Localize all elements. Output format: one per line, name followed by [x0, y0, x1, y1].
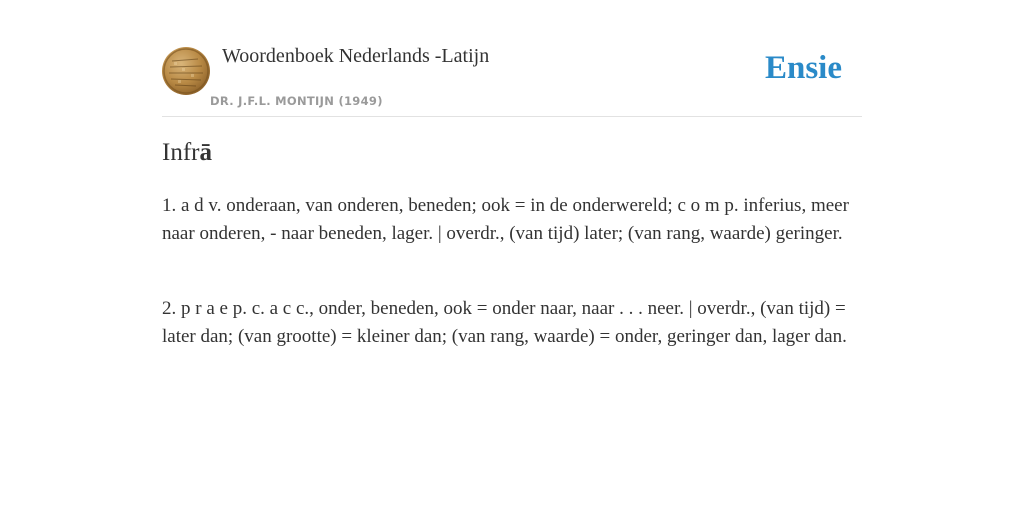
coin-logo-icon[interactable] — [162, 47, 210, 95]
book-author: DR. J.F.L. MONTIJN (1949) — [210, 94, 383, 108]
ensie-brand-link[interactable]: Ensie — [764, 50, 842, 86]
book-header — [162, 0, 862, 117]
book-title[interactable]: Woordenboek Nederlands -Latijn — [222, 45, 490, 67]
definition-2: 2. p r a e p. c. a c c., onder, beneden, ook = onder naar, naar . . . neer. | overdr., (van tijd) = later dan; (van grootte) = kleiner dan; (van rang, waarde) = onder, geringer dan, lager dan. — [162, 298, 847, 347]
coin-logo-graphic — [162, 47, 210, 95]
headword-plain: Infr — [162, 139, 200, 166]
headword-accented: ā — [199, 139, 212, 166]
page-container — [162, 0, 862, 347]
definition-1: 1. a d v. onderaan, van onderen, beneden; ook = in de onderwereld; c o m p. inferius, meer naar onderen, - naar beneden, lager. | overdr., (van tijd) later; (van rang, waarde) geringer. — [162, 195, 849, 244]
entry-headword — [162, 139, 212, 167]
